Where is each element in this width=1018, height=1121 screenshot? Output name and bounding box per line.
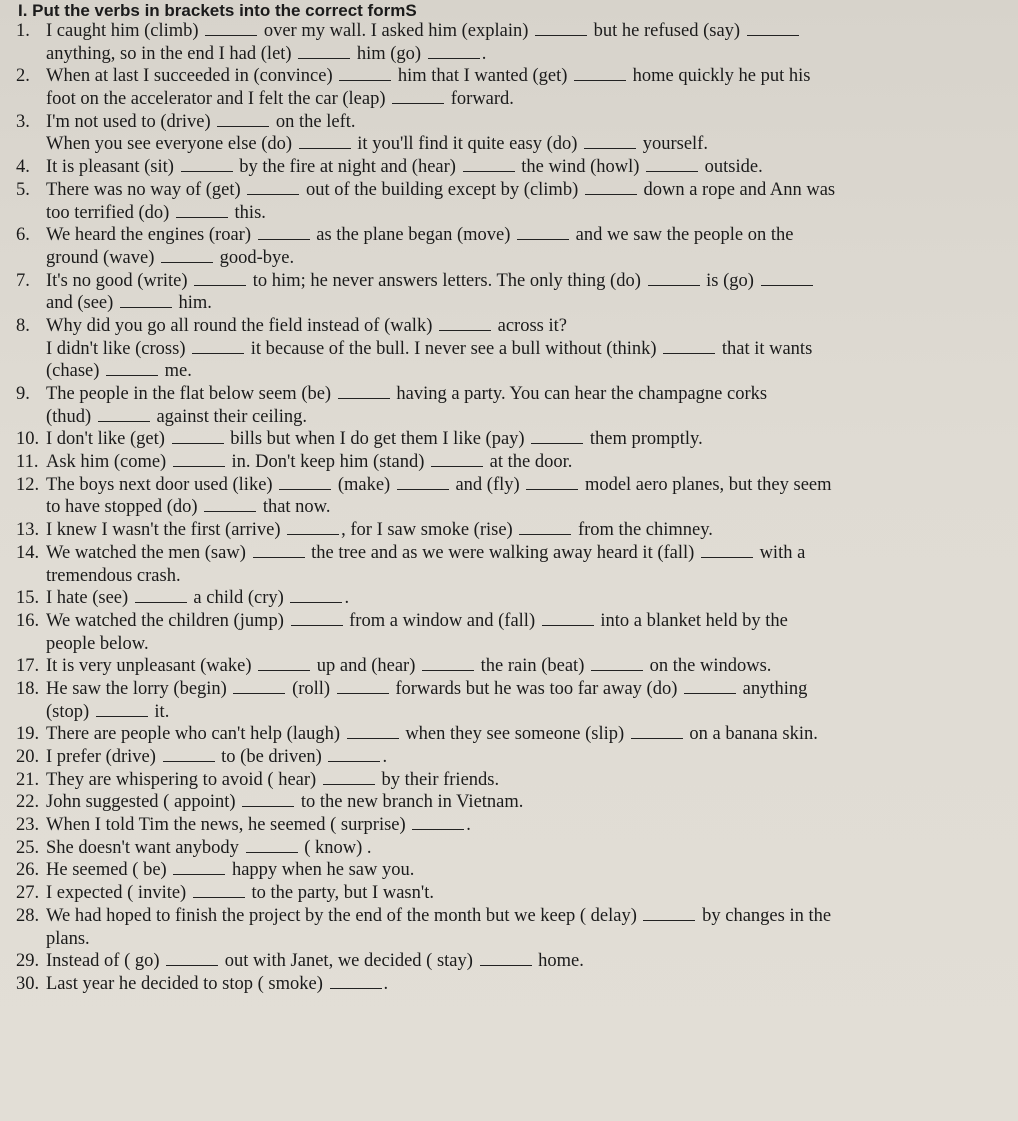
exercise-text: on the windows. (644, 656, 772, 677)
exercise-text: over my wall. I asked him (explain) (259, 21, 534, 41)
answer-blank[interactable] (242, 792, 294, 807)
exercise-text: by the fire at night and (hear) (234, 157, 461, 178)
exercise-line (14, 610, 1004, 633)
item-number: 30. (16, 973, 40, 994)
exercise-text: , for I saw smoke (rise) (341, 520, 518, 541)
answer-blank[interactable] (233, 679, 285, 694)
exercise-text: down a rope and Ann was (638, 179, 836, 200)
answer-blank[interactable] (246, 838, 298, 853)
exercise-text: bills but when I do get them I like (pay) (225, 429, 530, 450)
exercise-text: and (see) (46, 293, 118, 314)
answer-blank[interactable] (96, 702, 148, 717)
answer-blank[interactable] (172, 429, 224, 444)
exercise-text: outside. (700, 157, 763, 178)
answer-blank[interactable] (258, 656, 310, 671)
exercise-line (14, 587, 1004, 610)
answer-blank[interactable] (176, 203, 228, 218)
answer-blank[interactable] (204, 497, 256, 512)
item-number: 16. (16, 610, 40, 631)
answer-blank[interactable] (299, 134, 351, 149)
answer-blank[interactable] (217, 112, 269, 127)
exercise-line (14, 519, 1004, 542)
exercise-text: home. (533, 951, 584, 972)
exercise-text: and (fly) (450, 474, 525, 495)
answer-blank[interactable] (337, 679, 389, 694)
exercise-text: anything, so in the end I had (let) (46, 43, 297, 64)
exercise-text: to (be driven) (216, 747, 327, 767)
exercise-text: We heard the engines (roar) (46, 225, 256, 246)
exercise-text: There was no way of (get) (46, 179, 246, 200)
exercise-text: yourself. (638, 134, 708, 155)
answer-blank[interactable] (684, 679, 736, 694)
exercise-line (14, 565, 1004, 588)
exercise-line (14, 202, 1004, 225)
exercise-text: They are whispering to avoid ( hear) (46, 769, 321, 790)
answer-blank[interactable] (422, 656, 474, 671)
exercise-line (14, 678, 1004, 701)
exercise-line (14, 111, 1004, 134)
answer-blank[interactable] (328, 747, 380, 762)
exercise-text: but he refused (say) (589, 21, 745, 41)
exercise-line (14, 723, 1004, 746)
exercise-line (14, 814, 1004, 837)
exercise-text: as the plane began (move) (311, 225, 516, 246)
item-number: 22. (16, 792, 40, 813)
exercise-text: when they see someone (slip) (400, 724, 629, 745)
item-number: 13. (16, 520, 40, 541)
exercise-line (14, 43, 1004, 66)
item-number: 10. (16, 429, 40, 450)
exercise-text: There are people who can't help (laugh) (46, 724, 345, 745)
exercise-text: them promptly. (585, 429, 703, 450)
exercise-line (14, 859, 1004, 882)
answer-blank[interactable] (646, 157, 698, 172)
item-number: 8. (16, 315, 30, 336)
answer-blank[interactable] (181, 157, 233, 172)
exercise-text: It is pleasant (sit) (46, 157, 179, 178)
exercise-text: across it? (492, 315, 567, 336)
exercise-line (14, 769, 1004, 792)
exercise-line (14, 973, 1004, 996)
answer-blank[interactable] (339, 66, 391, 81)
answer-blank[interactable] (542, 611, 594, 626)
exercise-text: him that I wanted (get) (393, 66, 573, 87)
exercise-text: and we saw the people on the (571, 225, 794, 246)
exercise-text: I hate (see) (46, 588, 133, 609)
exercise-text: against their ceiling. (151, 406, 307, 427)
exercise-line (14, 655, 1004, 678)
item-number: 15. (16, 588, 40, 609)
answer-blank[interactable] (428, 44, 480, 59)
exercise-line (14, 837, 1004, 860)
answer-blank[interactable] (531, 429, 583, 444)
answer-blank[interactable] (173, 860, 225, 875)
answer-blank[interactable] (535, 21, 587, 36)
answer-blank[interactable] (701, 543, 753, 558)
answer-blank[interactable] (663, 339, 715, 354)
exercise-text: up and (hear) (312, 656, 420, 677)
exercise-list (14, 20, 1004, 996)
exercise-line (14, 882, 1004, 905)
exercise-text: It is very unpleasant (wake) (46, 656, 257, 677)
exercise-text: forwards but he was too far away (do) (390, 678, 682, 699)
item-number: 5. (16, 179, 30, 200)
answer-blank[interactable] (193, 883, 245, 898)
answer-blank[interactable] (166, 951, 218, 966)
exercise-text: tremendous crash. (46, 565, 181, 586)
exercise-text: We had hoped to finish the project by the end of the month but we keep ( delay) (46, 905, 642, 926)
answer-blank[interactable] (519, 520, 571, 535)
exercise-line (14, 360, 1004, 383)
exercise-line (14, 315, 1004, 338)
answer-blank[interactable] (194, 271, 246, 286)
answer-blank[interactable] (98, 407, 150, 422)
exercise-text: (chase) (46, 361, 105, 382)
exercise-line (14, 65, 1004, 88)
answer-blank[interactable] (120, 293, 172, 308)
item-number: 2. (16, 66, 30, 87)
answer-blank[interactable] (173, 452, 225, 467)
answer-blank[interactable] (161, 248, 213, 263)
answer-blank[interactable] (291, 611, 343, 626)
answer-blank[interactable] (480, 951, 532, 966)
exercise-text: the rain (beat) (475, 656, 589, 677)
item-number: 17. (16, 656, 40, 677)
exercise-text: When at last I succeeded in (convince) (46, 66, 338, 87)
answer-blank[interactable] (323, 770, 375, 785)
exercise-text: with a (754, 542, 806, 563)
exercise-text: foot on the accelerator and I felt the car (leap) (46, 89, 391, 110)
answer-blank[interactable] (287, 520, 339, 535)
answer-blank[interactable] (392, 89, 444, 104)
answer-blank[interactable] (591, 656, 643, 671)
exercise-text: it because of the bull. I never see a bull without (think) (246, 338, 662, 359)
exercise-text: . (383, 973, 389, 994)
answer-blank[interactable] (347, 724, 399, 739)
item-number: 18. (16, 678, 40, 699)
exercise-text: to the new branch in Vietnam. (296, 792, 524, 813)
exercise-text: him. (173, 293, 212, 314)
exercise-text: happy when he saw you. (227, 860, 415, 881)
item-number: 7. (16, 270, 30, 291)
exercise-line (14, 451, 1004, 474)
exercise-text: . (344, 588, 350, 609)
item-number: 6. (16, 225, 30, 246)
item-number: 19. (16, 724, 40, 745)
item-number: 9. (16, 384, 30, 404)
exercise-text: It's no good (write) (46, 270, 193, 291)
answer-blank[interactable] (205, 21, 257, 36)
exercise-text: by their friends. (376, 769, 500, 790)
answer-blank[interactable] (584, 134, 636, 149)
exercise-text: I don't like (get) (46, 429, 170, 450)
exercise-line (14, 928, 1004, 951)
answer-blank[interactable] (163, 747, 215, 762)
exercise-line (14, 791, 1004, 814)
exercise-text: having a party. You can hear the champagne corks (391, 384, 768, 404)
exercise-text: (roll) (287, 678, 335, 699)
exercise-text: I didn't like (cross) (46, 338, 191, 359)
exercise-text: . (382, 747, 388, 767)
exercise-text: home quickly he put his (628, 66, 811, 87)
exercise-text: good-bye. (215, 247, 295, 268)
answer-blank[interactable] (761, 271, 813, 286)
exercise-text: When you see everyone else (do) (46, 134, 297, 155)
exercise-line (14, 428, 1004, 451)
exercise-line (14, 338, 1004, 361)
exercise-line (14, 179, 1004, 202)
answer-blank[interactable] (439, 316, 491, 331)
answer-blank[interactable] (298, 44, 350, 59)
answer-blank[interactable] (135, 588, 187, 603)
answer-blank[interactable] (526, 475, 578, 490)
exercise-line (14, 156, 1004, 179)
exercise-text: a child (cry) (188, 588, 289, 609)
exercise-line (14, 247, 1004, 270)
exercise-text: it you'll find it quite easy (do) (352, 134, 583, 155)
exercise-text: out of the building except by (climb) (301, 179, 583, 200)
exercise-line (14, 383, 1004, 406)
exercise-text: from the chimney. (573, 520, 713, 541)
answer-blank[interactable] (279, 475, 331, 490)
exercise-text: the wind (howl) (516, 157, 645, 178)
exercise-text: He saw the lorry (begin) (46, 678, 232, 699)
answer-blank[interactable] (648, 271, 700, 286)
exercise-text: model aero planes, but they seem (580, 474, 832, 495)
exercise-line (14, 224, 1004, 247)
exercise-text: The people in the flat below seem (be) (46, 384, 336, 404)
answer-blank[interactable] (463, 157, 515, 172)
answer-blank[interactable] (338, 384, 390, 399)
exercise-text: I expected ( invite) (46, 883, 191, 904)
item-number: 3. (16, 111, 30, 132)
exercise-text: ground (wave) (46, 247, 160, 268)
answer-blank[interactable] (631, 724, 683, 739)
exercise-text: (make) (333, 474, 395, 495)
exercise-text: it. (149, 701, 170, 722)
item-number: 12. (16, 474, 40, 495)
exercise-text: plans. (46, 928, 90, 949)
exercise-text: on a banana skin. (684, 724, 818, 745)
exercise-text: When I told Tim the news, he seemed ( surprise) (46, 815, 411, 836)
exercise-text: to have stopped (do) (46, 497, 203, 518)
exercise-text: this. (229, 202, 266, 223)
exercise-text: is (go) (701, 270, 759, 291)
answer-blank[interactable] (106, 361, 158, 376)
answer-blank[interactable] (431, 452, 483, 467)
exercise-text: We watched the men (saw) (46, 542, 251, 563)
answer-blank[interactable] (747, 21, 799, 36)
worksheet-title: I. Put the verbs in brackets into the correct formS (18, 1, 417, 20)
exercise-text: I'm not used to (drive) (46, 111, 216, 132)
answer-blank[interactable] (192, 339, 244, 354)
exercise-line (14, 701, 1004, 724)
answer-blank[interactable] (330, 974, 382, 989)
answer-blank[interactable] (574, 66, 626, 81)
exercise-text: She doesn't want anybody (46, 837, 244, 858)
exercise-text: me. (160, 361, 192, 382)
exercise-text: Why did you go all round the field instead of (walk) (46, 315, 437, 336)
exercise-text: Last year he decided to stop ( smoke) (46, 973, 328, 994)
exercise-text: to the party, but I wasn't. (246, 883, 434, 904)
exercise-text: from a window and (fall) (344, 610, 540, 631)
item-number: 20. (16, 747, 40, 767)
exercise-text: on the left. (271, 111, 356, 132)
item-number: 14. (16, 542, 40, 563)
answer-blank[interactable] (247, 180, 299, 195)
answer-blank[interactable] (643, 906, 695, 921)
exercise-text: him (go) (352, 43, 426, 64)
exercise-line (14, 133, 1004, 156)
item-number: 21. (16, 769, 40, 790)
exercise-text: anything (738, 678, 808, 699)
exercise-text: I caught him (climb) (46, 21, 204, 41)
exercise-text: (stop) (46, 701, 94, 722)
exercise-text: by changes in the (697, 905, 832, 926)
item-number: 26. (16, 860, 40, 881)
answer-blank[interactable] (412, 815, 464, 830)
exercise-text: in. Don't keep him (stand) (226, 452, 430, 473)
answer-blank[interactable] (585, 180, 637, 195)
item-number: 11. (16, 452, 39, 473)
exercise-line (14, 292, 1004, 315)
answer-blank[interactable] (517, 225, 569, 240)
exercise-text: Ask him (come) (46, 452, 171, 473)
exercise-text: into a blanket held by the (595, 610, 788, 631)
exercise-text: people below. (46, 633, 149, 654)
exercise-text: Instead of ( go) (46, 951, 165, 972)
exercise-text: I prefer (drive) (46, 747, 161, 767)
exercise-text: I knew I wasn't the first (arrive) (46, 520, 286, 541)
exercise-text: We watched the children (jump) (46, 610, 289, 631)
exercise-text: out with Janet, we decided ( stay) (220, 951, 478, 972)
item-number: 4. (16, 157, 30, 178)
exercise-text: too terrified (do) (46, 202, 174, 223)
exercise-text: at the door. (485, 452, 573, 473)
item-number: 27. (16, 883, 40, 904)
exercise-text: John suggested ( appoint) (46, 792, 241, 813)
exercise-text: (thud) (46, 406, 96, 427)
item-number: 25. (16, 837, 40, 858)
exercise-line (14, 474, 1004, 497)
exercise-line (14, 270, 1004, 293)
exercise-text: He seemed ( be) (46, 860, 172, 881)
exercise-line (14, 950, 1004, 973)
item-number: 23. (16, 815, 40, 836)
item-number: 29. (16, 951, 40, 972)
exercise-text: The boys next door used (like) (46, 474, 278, 495)
exercise-line (14, 496, 1004, 519)
answer-blank[interactable] (290, 588, 342, 603)
exercise-text: forward. (446, 89, 514, 110)
exercise-line (14, 542, 1004, 565)
item-number: 28. (16, 905, 40, 926)
exercise-line (14, 88, 1004, 111)
exercise-line (14, 905, 1004, 928)
answer-blank[interactable] (258, 225, 310, 240)
exercise-text: ( know) . (299, 837, 372, 858)
exercise-line (14, 746, 1004, 769)
exercise-text: to him; he never answers letters. The only thing (do) (248, 270, 646, 291)
exercise-line (14, 20, 1004, 43)
item-number: 1. (16, 21, 30, 41)
answer-blank[interactable] (397, 475, 449, 490)
exercise-text: . (466, 815, 471, 836)
exercise-text: that it wants (717, 338, 813, 359)
exercise-text: . (481, 43, 487, 64)
answer-blank[interactable] (253, 543, 305, 558)
exercise-line (14, 633, 1004, 656)
exercise-text: that now. (258, 497, 331, 518)
exercise-text: the tree and as we were walking away heard it (fall) (306, 542, 699, 563)
exercise-line (14, 406, 1004, 429)
